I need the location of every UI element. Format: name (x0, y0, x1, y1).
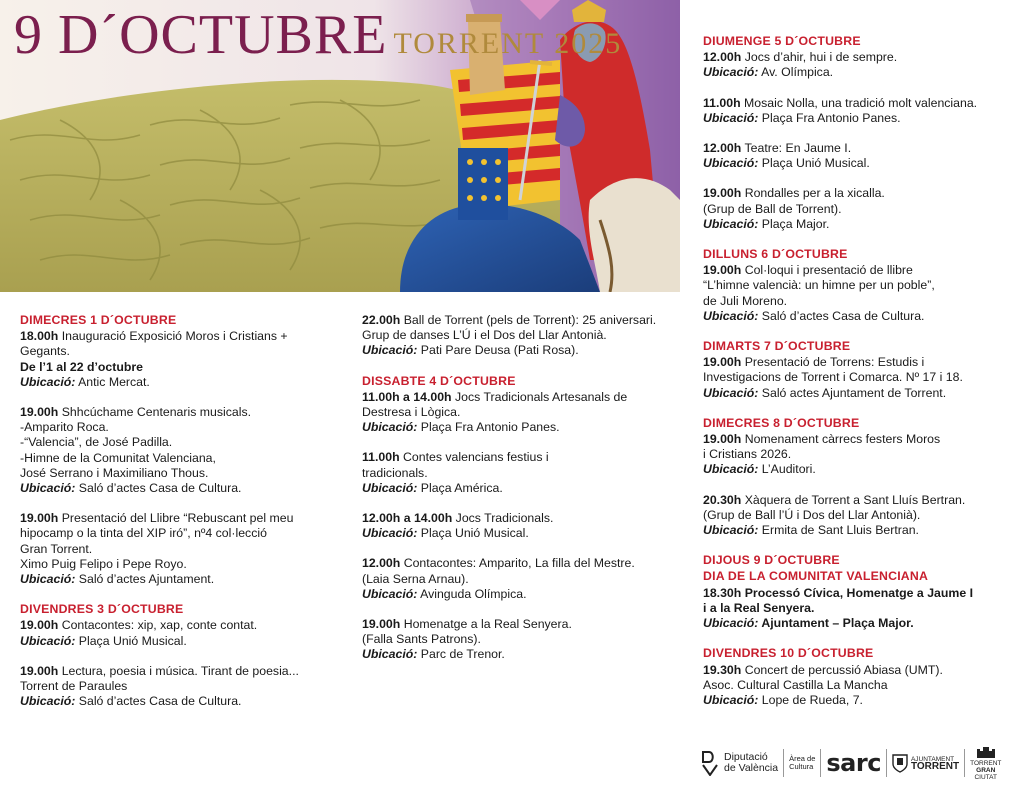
event-time: 19.00h (20, 618, 59, 633)
event-location (703, 523, 1021, 538)
program-event (20, 664, 340, 710)
event-text: Nomenament càrrecs festers Moros (741, 432, 941, 447)
event-text: Grup de danses L’Ú i el Dos del Llar Antonià. (362, 328, 607, 343)
sponsor-logos (700, 746, 1010, 780)
torrent-gc-line2: GRAN (976, 766, 996, 774)
diputacio-icon (700, 750, 720, 776)
program-event (362, 313, 682, 359)
event-time: 18.30h (703, 585, 742, 600)
event-line (20, 435, 340, 450)
title-subtitle: TORRENT 2025 (393, 27, 623, 60)
location-label: Ubicació: (362, 586, 418, 601)
location-value: Saló d’actes Casa de Cultura. (75, 694, 242, 709)
event-time: 19.00h (20, 511, 59, 526)
location-value: Saló d’actes Ajuntament. (75, 572, 215, 587)
event-text: (Falla Sants Patrons). (362, 632, 481, 647)
event-time: 19.00h (703, 355, 742, 370)
event-time: 18.00h (20, 329, 59, 344)
event-line (703, 202, 1021, 217)
event-text: Xàquera de Torrent a Sant Lluís Bertran. (741, 492, 966, 507)
event-line (362, 632, 682, 647)
program-event (20, 618, 340, 648)
event-text: “L’himne valencià: un himne per un poble”, (703, 278, 935, 293)
event-text: Asoc. Cultural Castilla La Mancha (703, 677, 888, 692)
event-time: 22.00h (362, 313, 401, 327)
location-label: Ubicació: (703, 616, 759, 631)
event-location (703, 616, 1021, 631)
location-value: Plaça Fra Antonio Panes. (758, 110, 901, 125)
event-line (703, 186, 1021, 201)
event-location (703, 386, 1021, 401)
event-time: 12.00h (703, 141, 742, 156)
event-text: Lectura, poesia i música. Tirant de poesia... (58, 663, 299, 678)
program-event (362, 390, 682, 436)
day-heading: DILLUNS 6 D´OCTUBRE (703, 247, 848, 262)
program-event (362, 450, 682, 496)
event-line (703, 493, 1021, 508)
area-line2: Cultura (789, 762, 814, 771)
event-line (703, 294, 1021, 309)
location-label: Ubicació: (703, 385, 759, 400)
event-time: 12.00h (362, 556, 401, 571)
diputacio-line1: Diputació (724, 751, 768, 763)
event-line (20, 344, 340, 359)
event-time: 19.00h (703, 186, 742, 201)
day-heading: DIUMENGE 5 D´OCTUBRE (703, 34, 861, 48)
event-text: Col·loqui i presentació de llibre (741, 263, 913, 278)
location-value: L’Auditori. (758, 462, 816, 477)
location-value: Lope de Rueda, 7. (758, 692, 863, 707)
event-line (20, 526, 340, 541)
event-text: Ball de Torrent (pels de Torrent): 25 aniversari. (400, 313, 657, 327)
event-time: 19.00h (362, 617, 401, 632)
event-time: 19.00h (703, 263, 742, 278)
location-label: Ubicació: (703, 65, 759, 80)
area-cultura-logo (789, 755, 815, 772)
event-line (20, 679, 340, 694)
program-column-1 (20, 313, 340, 724)
event-text: Gegants. (20, 344, 70, 359)
event-line (703, 508, 1021, 523)
event-line (20, 618, 340, 633)
program-event (362, 617, 682, 663)
event-line (703, 50, 1021, 65)
location-label: Ubicació: (703, 110, 759, 125)
location-value: Ermita de Sant Lluis Bertran. (758, 523, 919, 538)
location-label: Ubicació: (703, 156, 759, 171)
diputacio-line2: de València (724, 762, 779, 774)
event-text: Shhcúchame Centenaris musicals. (58, 405, 252, 420)
event-line (20, 329, 340, 344)
program-event (703, 96, 1021, 126)
event-location (20, 634, 340, 649)
event-text: Destresa i Lògica. (362, 405, 461, 420)
program-column-3 (703, 34, 1021, 723)
day-heading: DIVENDRES 3 D´OCTUBRE (20, 602, 184, 617)
location-value: Plaça Unió Musical. (758, 156, 870, 171)
program-event (703, 263, 1021, 324)
event-text: Jocs Tradicionals Artesanals de (451, 389, 628, 404)
event-text: Contacontes: Amparito, La filla del Mestre. (400, 556, 635, 571)
page-title (14, 0, 622, 79)
title-main: 9 D´OCTUBRE (14, 4, 388, 66)
event-line (703, 586, 1021, 601)
location-label: Ubicació: (362, 480, 418, 495)
event-text: tradicionals. (362, 465, 428, 480)
event-line (20, 542, 340, 557)
area-line1: Àrea de (789, 753, 816, 763)
program-column-2 (362, 313, 682, 678)
event-line (362, 511, 682, 526)
event-location (362, 587, 682, 602)
event-line (20, 466, 340, 481)
location-label: Ubicació: (20, 374, 76, 389)
event-text: -Amparito Roca. (20, 420, 109, 435)
event-time: 11.00h a 14.00h (362, 389, 452, 404)
program-event (703, 355, 1021, 401)
sarc-logo: sarc (826, 749, 881, 777)
location-value: Plaça Fra Antonio Panes. (417, 420, 560, 435)
program-event (703, 493, 1021, 539)
event-text: Homenatge a la Real Senyera. (400, 617, 572, 632)
location-label: Ubicació: (362, 526, 418, 541)
location-label: Ubicació: (703, 308, 759, 323)
event-dates: De l’1 al 22 d’octubre (20, 359, 144, 374)
day-subheading: DIA DE LA COMUNITAT VALENCIANA (703, 569, 929, 584)
event-text: Concert de percussió Abiasa (UMT). (741, 662, 943, 677)
hero-illustration (0, 0, 680, 292)
location-value: Plaça Unió Musical. (417, 526, 529, 541)
location-label: Ubicació: (703, 462, 759, 477)
event-location (362, 647, 682, 662)
location-label: Ubicació: (362, 343, 418, 358)
ajuntament-logo (892, 753, 959, 773)
event-text: Contes valencians festius i (399, 450, 549, 465)
event-location (362, 481, 682, 496)
location-label: Ubicació: (20, 694, 76, 709)
castle-icon (975, 746, 997, 758)
event-time: 19.00h (20, 405, 59, 420)
event-time: 19.00h (703, 432, 742, 447)
event-location (20, 572, 340, 587)
location-value: Av. Olímpica. (758, 65, 834, 80)
day-heading: DIMARTS 7 D´OCTUBRE (703, 339, 851, 354)
event-time: 12.00h a 14.00h (362, 511, 453, 526)
event-text: (Laia Serna Arnau). (362, 571, 469, 586)
event-line (703, 447, 1021, 462)
event-line (20, 557, 340, 572)
day-heading: DIVENDRES 10 D´OCTUBRE (703, 646, 874, 661)
event-location (703, 217, 1021, 232)
day-heading: DISSABTE 4 D´OCTUBRE (362, 373, 516, 388)
event-line (703, 663, 1021, 678)
event-line (362, 405, 682, 420)
program-event (703, 186, 1021, 232)
event-text: Presentació de Torrens: Estudis i (741, 355, 925, 370)
event-time: 12.00h (703, 50, 742, 65)
event-location (703, 65, 1021, 80)
divider (964, 749, 965, 777)
location-label: Ubicació: (362, 420, 418, 435)
event-location (703, 462, 1021, 477)
event-text: Inauguració Exposició Moros i Cristians + (58, 329, 288, 344)
event-time: 20.30h (703, 492, 742, 507)
event-line (703, 141, 1021, 156)
event-line (703, 278, 1021, 293)
day-heading: DIMECRES 1 D´OCTUBRE (20, 313, 177, 327)
program-event (20, 511, 340, 587)
event-line (703, 355, 1021, 370)
divider (886, 749, 887, 777)
day-heading: DIMECRES 8 D´OCTUBRE (703, 415, 860, 430)
event-line (362, 556, 682, 571)
location-value: Plaça Major. (758, 216, 830, 231)
location-label: Ubicació: (362, 647, 418, 662)
event-location (20, 694, 340, 709)
event-location (362, 343, 682, 358)
location-label: Ubicació: (703, 692, 759, 707)
shield-icon (892, 753, 908, 773)
torrent-gran-ciutat-logo (970, 746, 1001, 781)
event-time: 19.00h (20, 663, 59, 678)
event-location (362, 420, 682, 435)
event-text: Mosaic Nolla, una tradició molt valenciana. (740, 95, 978, 110)
program-event (703, 586, 1021, 632)
event-text: Presentació del Llibre “Rebuscant pel meu (58, 511, 294, 526)
event-location (20, 375, 340, 390)
event-line (362, 390, 682, 405)
event-text: Teatre: En Jaume I. (741, 141, 852, 156)
event-text: i a la Real Senyera. (703, 600, 815, 615)
event-line (20, 405, 340, 420)
location-label: Ubicació: (20, 481, 76, 496)
event-text: de Juli Moreno. (703, 293, 788, 308)
location-value: Parc de Trenor. (417, 647, 505, 662)
event-line (362, 450, 682, 465)
event-line (20, 420, 340, 435)
event-text: Torrent de Paraules (20, 679, 128, 694)
program-event (362, 511, 682, 541)
day-heading: DIJOUS 9 D´OCTUBRE (703, 553, 840, 568)
location-value: Plaça Unió Musical. (75, 633, 187, 648)
event-time: 11.00h (703, 95, 741, 110)
event-text: -“Valencia”, de José Padilla. (20, 435, 173, 450)
location-label: Ubicació: (703, 523, 759, 538)
event-text: hipocamp o la tinta del XIP iró”, nº4 col·lecció (20, 526, 267, 541)
event-time: 19.30h (703, 662, 742, 677)
event-text: Contacontes: xip, xap, conte contat. (58, 618, 258, 633)
event-line (703, 432, 1021, 447)
divider (783, 749, 784, 777)
location-value: Pati Pare Deusa (Pati Rosa). (417, 343, 579, 358)
event-location (20, 481, 340, 496)
ajuntament-line1: AJUNTAMENT (910, 755, 955, 763)
program-event (703, 663, 1021, 709)
divider (820, 749, 821, 777)
location-value: Ajuntament – Plaça Major. (758, 616, 914, 631)
program-event (362, 556, 682, 602)
location-value: Antic Mercat. (75, 374, 150, 389)
event-line (362, 617, 682, 632)
diputacio-logo (700, 750, 778, 776)
event-line (703, 96, 1021, 111)
event-text: Ximo Puig Felipo i Pepe Royo. (20, 556, 187, 571)
program-event (20, 329, 340, 390)
event-line (20, 511, 340, 526)
event-location (703, 156, 1021, 171)
location-label: Ubicació: (703, 216, 759, 231)
event-line (362, 572, 682, 587)
event-text: (Grup de Ball de Torrent). (703, 201, 842, 216)
event-line (703, 263, 1021, 278)
location-value: Saló actes Ajuntament de Torrent. (758, 385, 947, 400)
event-text: Rondalles per a la xicalla. (741, 186, 885, 201)
event-line (362, 328, 682, 343)
event-text: José Serrano i Maximiliano Thous. (20, 465, 209, 480)
event-line (703, 678, 1021, 693)
location-label: Ubicació: (20, 633, 76, 648)
program-event (703, 432, 1021, 478)
event-text: i Cristians 2026. (703, 447, 792, 462)
event-line (362, 466, 682, 481)
event-text: Jocs d’ahir, hui i de sempre. (741, 50, 898, 65)
location-value: Avinguda Olímpica. (417, 586, 527, 601)
event-text: Investigacions de Torrent i Comarca. Nº 17 i 18. (703, 370, 963, 385)
event-time: 11.00h (362, 450, 400, 465)
event-text: Processó Cívica, Homenatge a Jaume I (741, 585, 973, 600)
event-text: Jocs Tradicionals. (452, 511, 554, 526)
event-line (362, 313, 682, 328)
event-text: Gran Torrent. (20, 541, 93, 556)
location-label: Ubicació: (20, 572, 76, 587)
program-event (703, 141, 1021, 171)
event-text: -Himne de la Comunitat Valenciana, (20, 450, 216, 465)
program-event (703, 50, 1021, 80)
event-line (703, 601, 1021, 616)
torrent-gc-line3: CIUTAT (974, 773, 997, 781)
event-location (703, 693, 1021, 708)
location-value: Plaça América. (417, 480, 503, 495)
event-location (362, 526, 682, 541)
event-line (20, 451, 340, 466)
program-event (20, 405, 340, 496)
event-text: (Grup de Ball l’Ú i Dos del Llar Antonià). (703, 507, 921, 522)
location-value: Saló d’actes Casa de Cultura. (758, 308, 925, 323)
torrent-gc-line1: TORRENT (970, 759, 1002, 767)
event-location (703, 111, 1021, 126)
event-location (703, 309, 1021, 324)
ajuntament-line2: TORRENT (910, 761, 960, 772)
location-value: Saló d’actes Casa de Cultura. (75, 481, 242, 496)
event-line (20, 664, 340, 679)
event-line (703, 370, 1021, 385)
